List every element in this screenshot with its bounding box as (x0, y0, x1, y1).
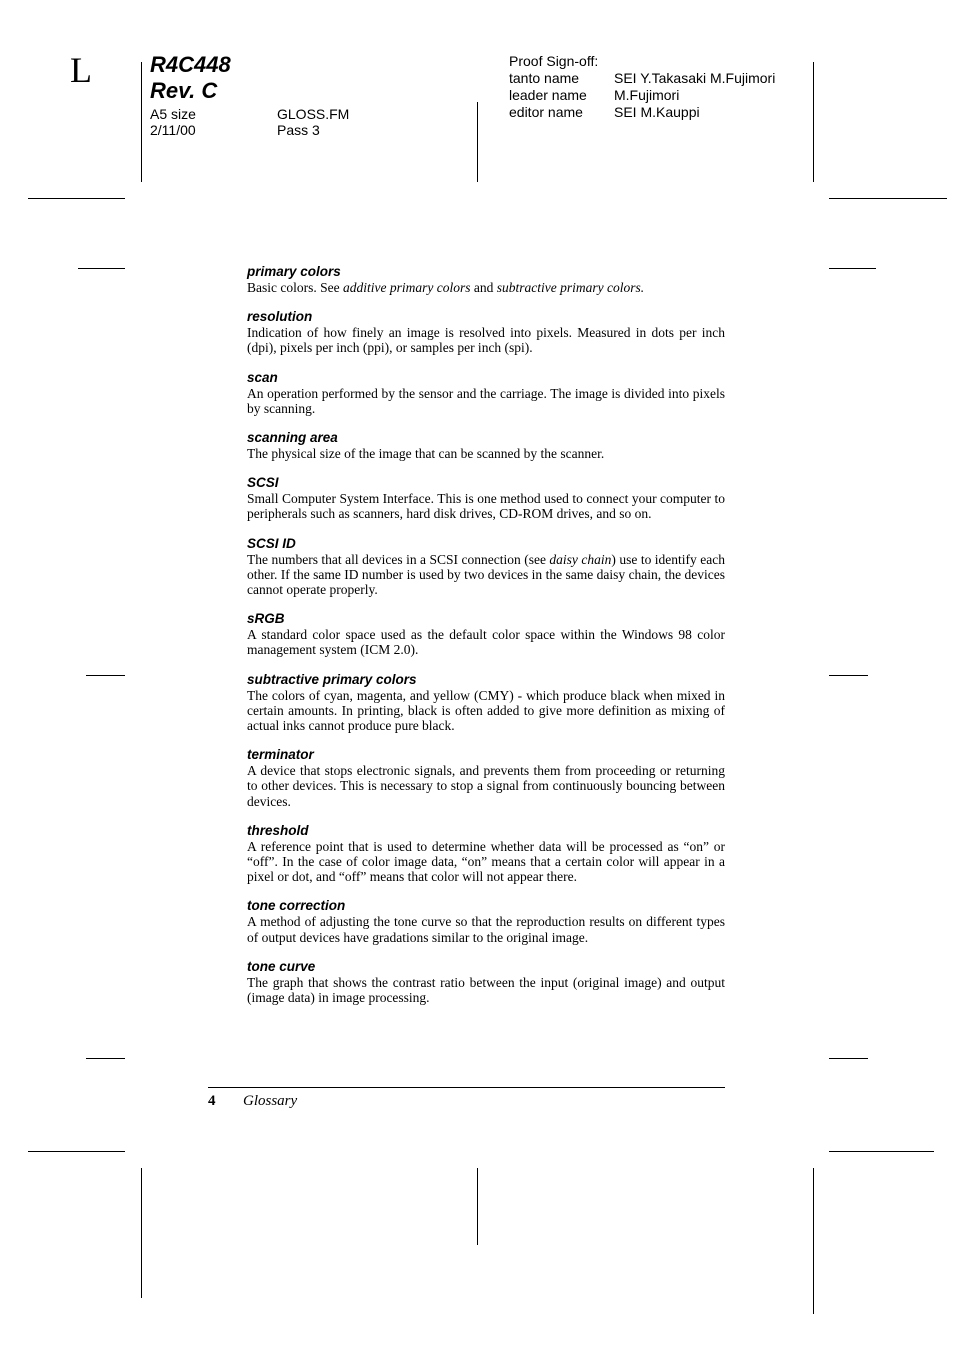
footer-rule (208, 1087, 725, 1088)
glossary-definition (247, 280, 725, 295)
glossary-definition (247, 446, 725, 461)
crop-mark (28, 198, 125, 199)
cross-reference: additive primary colors (342, 280, 471, 295)
cross-reference: daisy chain (549, 551, 612, 567)
glossary-definition (247, 763, 725, 809)
definition-text: A method of adjusting the tone curve so that the reproduction results on different types of output devices have gradations similar to the original image. (247, 914, 725, 945)
definition-text: and (470, 280, 497, 295)
model-title (150, 52, 231, 104)
crop-mark (813, 62, 814, 182)
glossary-entry (247, 263, 725, 295)
definition-text: The numbers that all devices in a SCSI connection (see (247, 551, 550, 567)
proof-title: Proof Sign-off: (509, 53, 599, 69)
proof-row-leader (509, 87, 679, 104)
crop-mark (141, 1168, 142, 1298)
definition-text: The physical size of the image that can be scanned by the scanner. (247, 446, 605, 462)
section-name: Glossary (243, 1093, 298, 1109)
glossary-definition (247, 386, 725, 416)
glossary-term: subtractive primary colors (247, 671, 417, 687)
model-name: R4C448 (150, 52, 231, 77)
definition-text: The graph that shows the contrast ratio between the input (original image) and output (image data) in image processing. (247, 974, 725, 1006)
glossary-entry (247, 897, 725, 944)
page-number: 4 (208, 1093, 216, 1109)
crop-mark (813, 1168, 814, 1314)
definition-text: A device that stops electronic signals, and prevents them from proceeding or returning to other devices. This is necessary to stop a signal from continuously bouncing between devices. (247, 763, 725, 809)
glossary-term: tone curve (247, 958, 316, 974)
glossary-term: threshold (247, 822, 309, 838)
glossary-entry (247, 429, 725, 461)
glossary-definition (247, 975, 725, 1005)
glossary-entry (247, 610, 725, 657)
glossary-entry (247, 369, 725, 416)
definition-text: An operation performed by the sensor and the carriage. The image is divided into pixels by scanning. (247, 385, 725, 416)
glossary-term: scanning area (247, 430, 338, 446)
proof-row-editor (509, 104, 700, 121)
crop-mark (829, 1151, 934, 1152)
definition-text: A standard color space used as the default color space within the Windows 98 color management system (ICM 2.0). (247, 627, 725, 658)
cross-reference: subtractive primary colors. (496, 280, 645, 295)
glossary-term: SCSI (247, 475, 279, 491)
crop-mark (829, 675, 868, 676)
definition-text: The colors of cyan, magenta, and yellow (CMY) - which produce black when mixed in certain amounts. In printing, black is often added to give more definition as mixing of actual inks cannot produce pure black. (247, 687, 725, 734)
proof-label: editor name (509, 104, 583, 120)
definition-text: Small Computer System Interface. This is one method used to connect your computer to peripherals such as scanners, hard disk drives, CD-ROM drives, and so on. (247, 491, 725, 522)
glossary-entry (247, 958, 725, 1005)
proof-value: SEI Y.Takasaki M.Fujimori (614, 70, 776, 86)
glossary-definition (247, 627, 725, 657)
glossary-definition (247, 839, 725, 885)
file-name: GLOSS.FM (277, 106, 350, 122)
definition-text: Basic colors. See (247, 280, 343, 295)
glossary-term: SCSI ID (247, 535, 296, 551)
glossary-entry (247, 474, 725, 521)
glossary-definition (247, 552, 725, 598)
proof-label: leader name (509, 87, 587, 103)
crop-mark (829, 1058, 868, 1059)
date: 2/11/00 (150, 122, 196, 138)
glossary-list (247, 263, 725, 1018)
glossary-term: sRGB (247, 611, 285, 627)
glossary-definition (247, 914, 725, 944)
definition-text: Indication of how finely an image is resolved into pixels. Measured in dots per inch (dpi), pixels per inch (ppi), or samples per inch (spi). (247, 325, 725, 356)
proof-label: tanto name (509, 70, 580, 86)
proof-row-tanto (509, 70, 775, 87)
glossary-entry (247, 671, 725, 734)
pass: Pass 3 (277, 122, 320, 138)
crop-mark (86, 675, 125, 676)
revision: Rev. C (150, 78, 218, 103)
crop-mark (829, 268, 876, 269)
crop-mark (477, 102, 478, 182)
crop-mark (141, 62, 142, 182)
glossary-definition (247, 491, 725, 521)
glossary-definition (247, 688, 725, 734)
glossary-term: primary colors (247, 264, 341, 279)
crop-mark (78, 268, 125, 269)
crop-mark (477, 1168, 478, 1245)
proof-value: M.Fujimori (614, 87, 680, 103)
definition-text: ) use to identify each other. If the same ID number is used by two devices in the same daisy chain, the devices cannot operate properly. (247, 551, 725, 598)
glossary-term: resolution (247, 309, 313, 325)
size-label: A5 size (150, 106, 196, 122)
glossary-entry (247, 822, 725, 885)
crop-mark (86, 1058, 125, 1059)
corner-letter: L (70, 50, 92, 90)
definition-text: A reference point that is used to determine whether data will be processed as “on” or “off”. In the case of color image data, “on” means that a certain color will appear in a pixel or dot, and “off” means that color will not appear there. (247, 838, 725, 885)
proof-value: SEI M.Kauppi (614, 104, 700, 120)
glossary-entry (247, 746, 725, 809)
glossary-entry (247, 308, 725, 355)
crop-mark (28, 1151, 125, 1152)
glossary-definition (247, 325, 725, 355)
glossary-term: terminator (247, 747, 314, 763)
glossary-entry (247, 535, 725, 598)
crop-mark (829, 198, 947, 199)
glossary-term: tone correction (247, 898, 346, 914)
glossary-term: scan (247, 369, 278, 385)
